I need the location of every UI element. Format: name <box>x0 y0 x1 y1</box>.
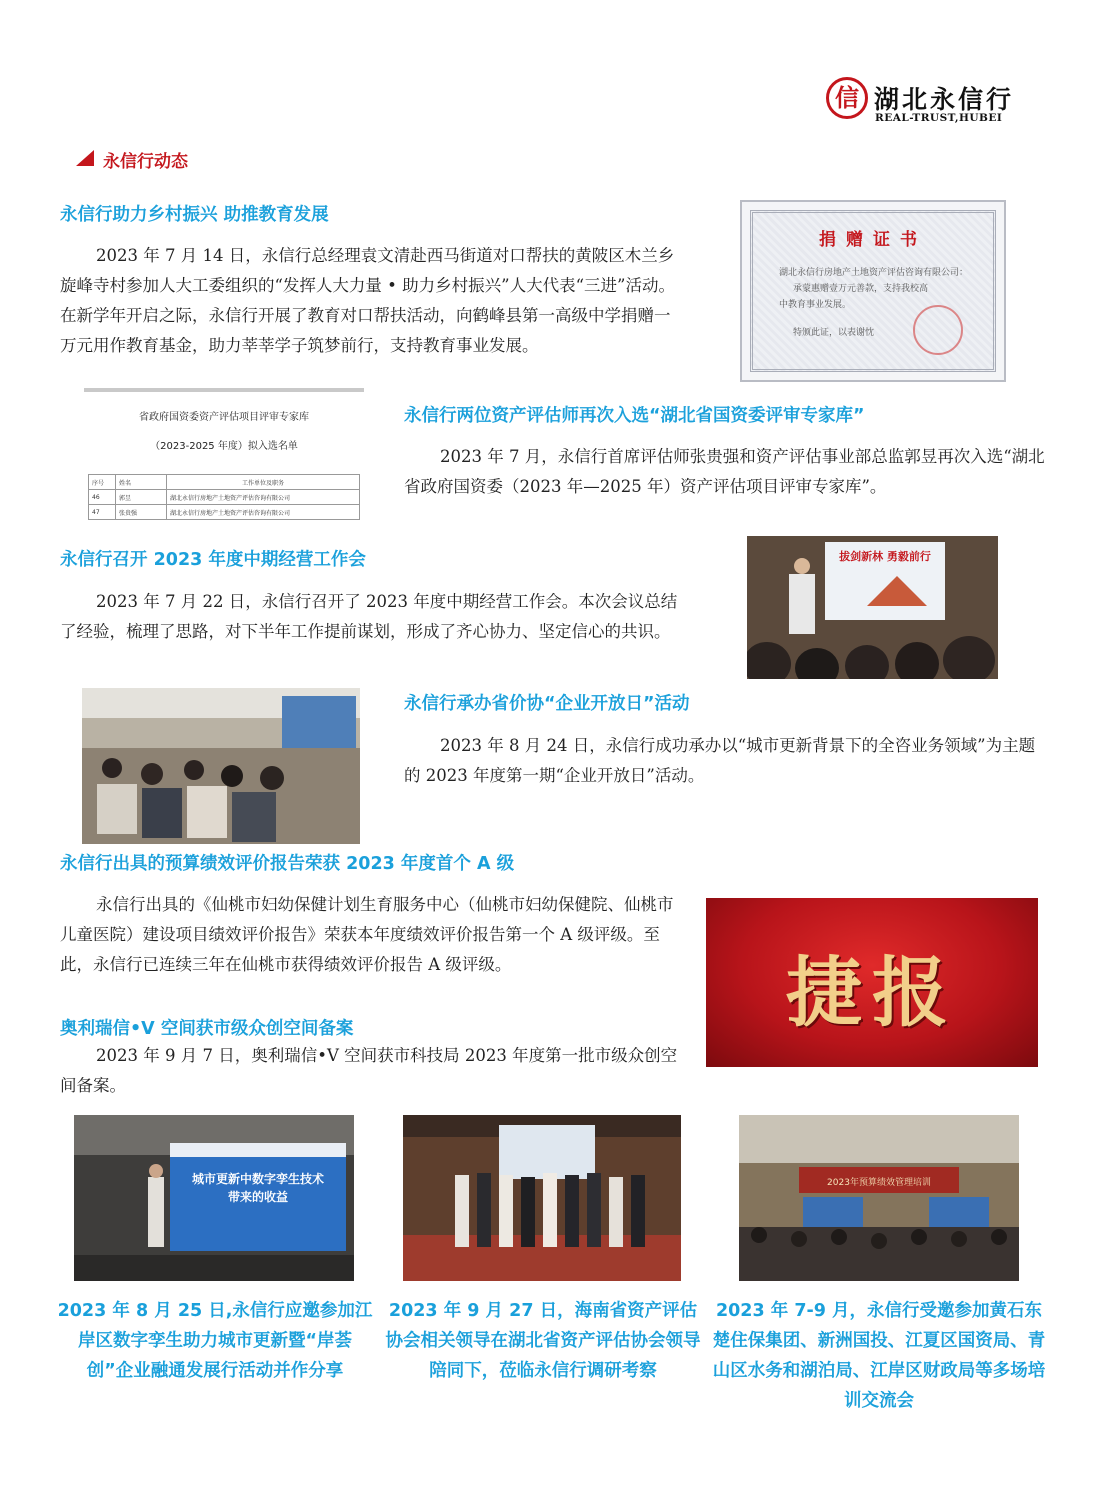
certificate-line: 特颁此证，以表谢忱 <box>793 328 875 338</box>
expert-list-table <box>88 474 360 520</box>
article-body-rural: 2023 年 7 月 14 日，永信行总经理袁文清赴西马街道对口帮扶的黄陂区木兰乡旋峰寺村参加人大工委组织的“发挥人大力量 • 助力乡村振兴”人大代表“三进”活动。在新学年开启之际，永信行开展了教育对口帮扶活动，向鹤峰县第一高级中学捐赠一万元用作教育基金，助力莘莘学子筑梦前行，支持教育事业发展。 <box>60 246 675 355</box>
meeting-banner-text: 拔剑新林 勇毅前行 <box>839 550 931 563</box>
article-heading-rural: 永信行助力乡村振兴 助推教育发展 <box>60 205 329 225</box>
section-triangle-icon <box>76 150 94 166</box>
open-day-photo <box>82 688 360 844</box>
article-body-openday: 2023 年 8 月 24 日，永信行成功承办以“城市更新背景下的全咨业务领域”为主题的 2023 年度第一期“企业开放日”活动。 <box>404 736 1036 785</box>
table-cell: 张贵强 <box>116 505 167 520</box>
seal-icon <box>913 305 963 355</box>
caption-visit: 2023 年 9 月 27 日，海南省资产评估协会相关领导在湖北省资产评估协会领导陪同下，莅临永信行调研考察 <box>385 1301 701 1381</box>
seminar-screen-line1: 城市更新中数字孪生技术 <box>191 1172 325 1186</box>
table-cell: 46 <box>89 490 116 505</box>
expert-list-image <box>84 388 364 530</box>
training-banner-text: 2023年预算绩效管理培训 <box>827 1178 931 1188</box>
table-cell: 郭昱 <box>116 490 167 505</box>
company-name-en: REAL-TRUST,HUBEI <box>875 112 1003 124</box>
certificate-line: 中教育事业发展。 <box>779 300 852 310</box>
table-cell: 湖北永信行房地产土地资产评估咨询有限公司 <box>167 505 360 520</box>
company-logo-icon: 信 <box>826 77 868 119</box>
visit-group-photo <box>403 1115 681 1281</box>
table-cell: 47 <box>89 505 116 520</box>
caption-seminar: 2023 年 8 月 25 日,永信行应邀参加江岸区数字孪生助力城市更新暨“岸荟创”企业融通发展行活动并作分享 <box>57 1301 373 1381</box>
open-day-photo-drawing <box>82 688 360 844</box>
article-heading-midyear: 永信行召开 2023 年度中期经营工作会 <box>60 550 366 570</box>
certificate-title: 捐赠证书 <box>819 230 927 250</box>
meeting-photo-drawing <box>747 536 998 679</box>
seminar-photo-drawing <box>74 1115 354 1281</box>
visit-photo-drawing <box>403 1115 681 1281</box>
section-title: 永信行动态 <box>103 152 188 172</box>
article-body-award: 永信行出具的《仙桃市妇幼保健计划生育服务中心（仙桃市妇幼保健院、仙桃市儿童医院）建设项目绩效评价报告》荣获本年度绩效评价报告第一个 A 级评级。至此，永信行已连续三年在仙桃市获得绩效评价报告 A 级评级。 <box>60 895 674 974</box>
article-heading-vspace: 奥利瑞信•V 空间获市级众创空间备案 <box>60 1019 354 1039</box>
donation-certificate-image <box>740 200 1006 382</box>
article-body-vspace: 2023 年 9 月 7 日，奥利瑞信•V 空间获市科技局 2023 年度第一批市级众创空间备案。 <box>60 1046 678 1095</box>
article-heading-experts: 永信行两位资产评估师再次入选“湖北省国资委评审专家库” <box>404 406 865 426</box>
expert-list-title: 省政府国资委资产评估项目评审专家库 <box>139 412 309 423</box>
expert-list-subtitle: （2023-2025 年度）拟入选名单 <box>150 441 298 452</box>
table-cell: 湖北永信行房地产土地资产评估咨询有限公司 <box>167 490 360 505</box>
training-photo <box>739 1115 1019 1281</box>
certificate-line: 湖北永信行房地产土地资产评估咨询有限公司： <box>779 268 969 278</box>
seminar-screen-line2: 带来的收益 <box>227 1190 289 1204</box>
good-news-text: 捷报 <box>786 948 958 1037</box>
good-news-image <box>706 898 1038 1067</box>
seminar-photo <box>74 1115 354 1281</box>
table-row <box>89 490 360 505</box>
article-body-midyear: 2023 年 7 月 22 日，永信行召开了 2023 年度中期经营工作会。本次会议总结了经验，梳理了思路，对下半年工作提前谋划，形成了齐心协力、坚定信心的共识。 <box>60 592 678 641</box>
article-heading-award: 永信行出具的预算绩效评价报告荣获 2023 年度首个 A 级 <box>60 854 515 874</box>
article-body-experts: 2023 年 7 月，永信行首席评估师张贵强和资产评估事业部总监郭昱再次入选“湖北省政府国资委（2023 年—2025 年）资产评估项目评审专家库”。 <box>404 447 1045 496</box>
caption-training: 2023 年 7-9 月，永信行受邀参加黄石东楚住保集团、新洲国投、江夏区国资局、青山区水务和湖泊局、江岸区财政局等多场培训交流会 <box>712 1301 1046 1411</box>
midyear-meeting-photo <box>747 536 998 679</box>
table-header-cell: 工作单位及职务 <box>167 475 360 490</box>
article-heading-openday: 永信行承办省价协“企业开放日”活动 <box>404 694 690 714</box>
certificate-line: 承蒙惠赠壹万元善款，支持我校高 <box>793 284 929 294</box>
table-row <box>89 505 360 520</box>
table-header-row <box>89 475 360 490</box>
table-header-cell: 姓名 <box>116 475 167 490</box>
training-photo-drawing <box>739 1115 1019 1281</box>
table-header-cell: 序号 <box>89 475 116 490</box>
company-name-cn: 湖北永信行 <box>874 85 1015 114</box>
